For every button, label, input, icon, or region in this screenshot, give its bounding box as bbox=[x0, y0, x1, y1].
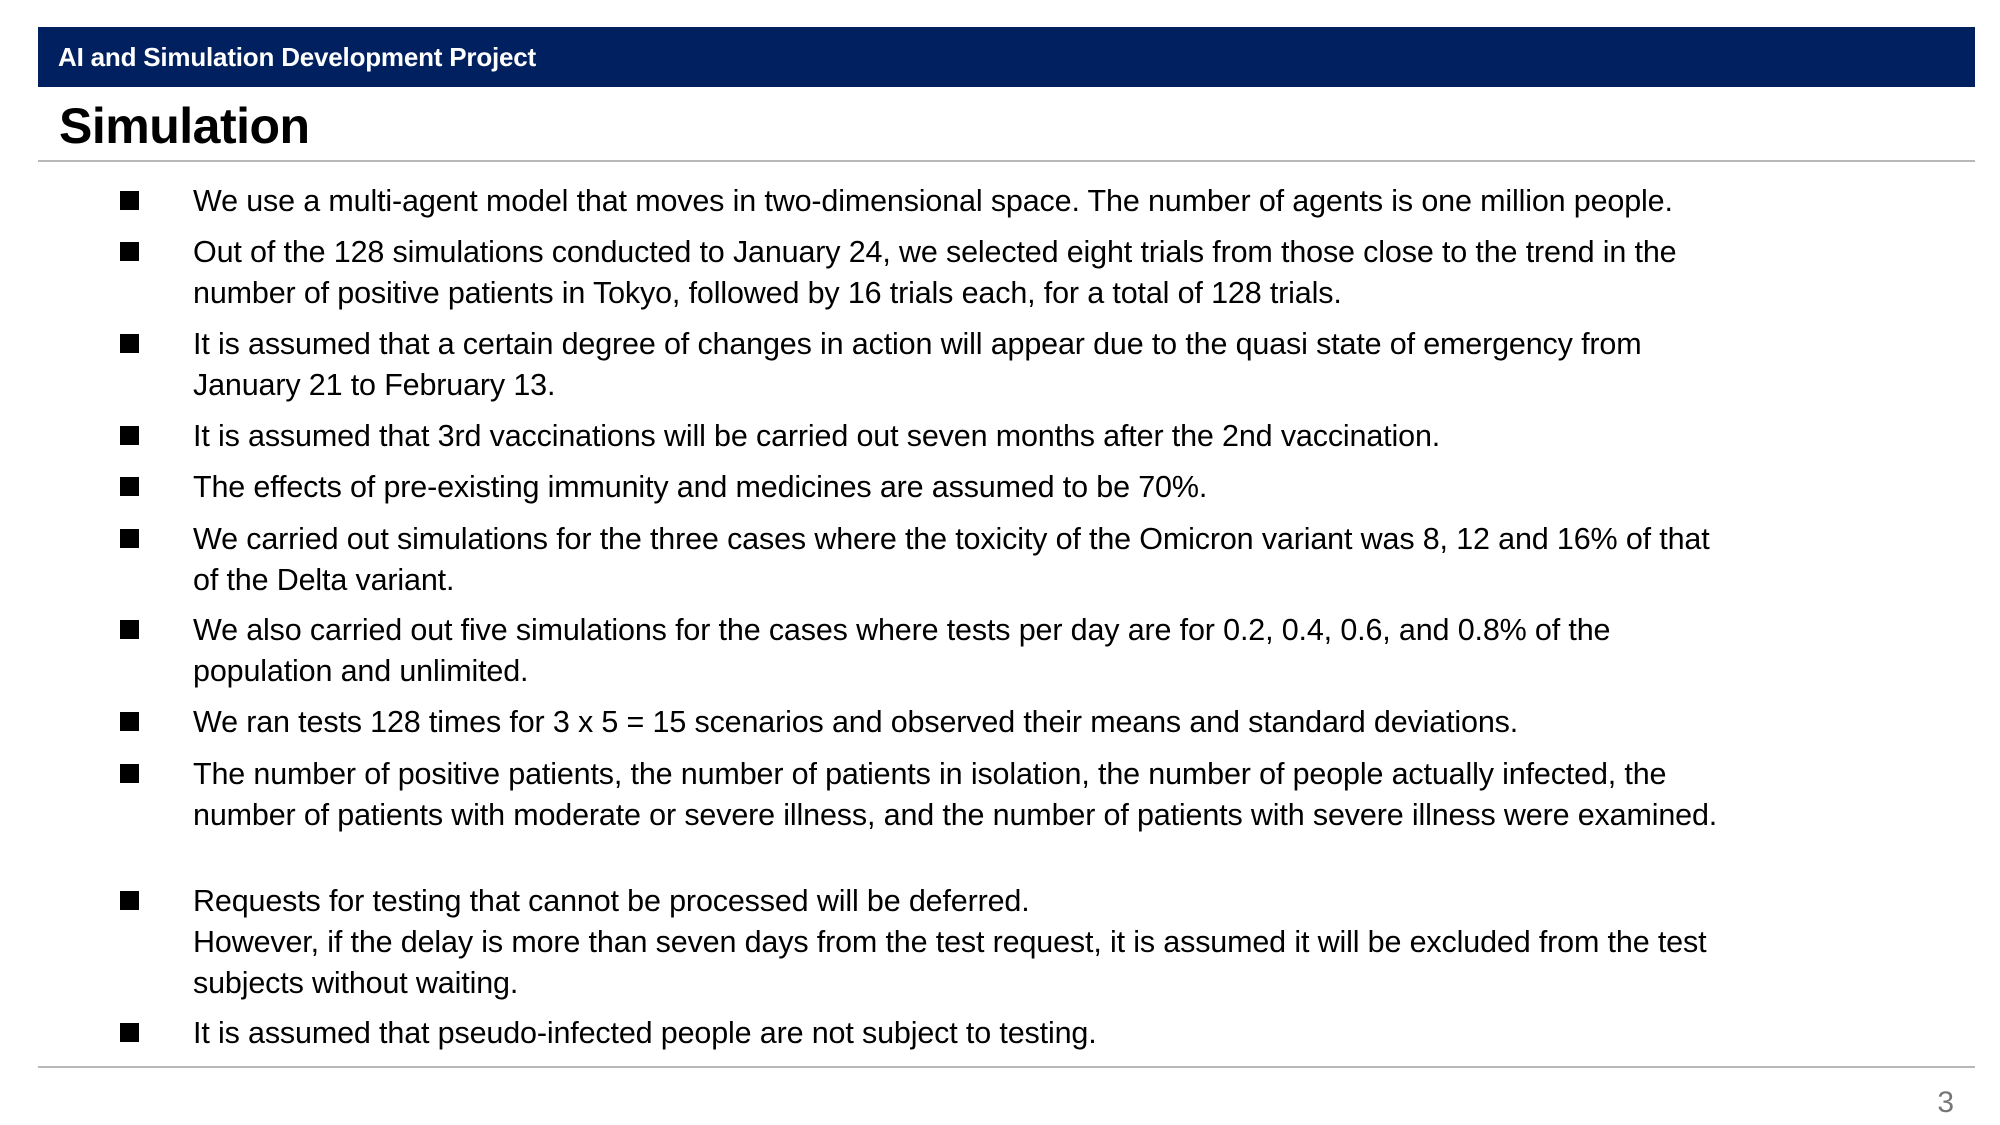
footer-divider bbox=[38, 1066, 1975, 1068]
bullet-line: subjects without waiting. bbox=[193, 966, 519, 1000]
bullet-text bbox=[193, 881, 1893, 1004]
square-bullet-icon bbox=[120, 426, 139, 445]
bullet-text bbox=[193, 702, 1893, 743]
square-bullet-icon bbox=[120, 620, 139, 639]
bullet-text bbox=[193, 610, 1893, 692]
bullet-line: population and unlimited. bbox=[193, 654, 529, 688]
bullet-line: It is assumed that 3rd vaccinations will be carried out seven months after the 2nd vaccination. bbox=[193, 419, 1441, 453]
square-bullet-icon bbox=[120, 529, 139, 548]
bullet-text bbox=[193, 754, 1893, 836]
bullet-text bbox=[193, 1013, 1893, 1054]
bullet-line: of the Delta variant. bbox=[193, 563, 455, 597]
bullet-line: Out of the 128 simulations conducted to January 24, we selected eight trials from those close to the trend in the bbox=[193, 235, 1677, 269]
bullet-line: However, if the delay is more than seven days from the test request, it is assumed it will be excluded from the test bbox=[193, 925, 1707, 959]
bullet-text bbox=[193, 416, 1893, 457]
square-bullet-icon bbox=[120, 334, 139, 353]
bullet-line: We ran tests 128 times for 3 x 5 = 15 scenarios and observed their means and standard deviations. bbox=[193, 705, 1519, 739]
bullet-line: Requests for testing that cannot be processed will be deferred. bbox=[193, 884, 1030, 918]
page-title: Simulation bbox=[59, 98, 310, 154]
bullet-line: The number of positive patients, the number of patients in isolation, the number of people actually infected, the bbox=[193, 757, 1667, 791]
bullet-line: We carried out simulations for the three cases where the toxicity of the Omicron variant was 8, 12 and 16% of that bbox=[193, 522, 1710, 556]
bullet-line: It is assumed that a certain degree of changes in action will appear due to the quasi state of emergency from bbox=[193, 327, 1642, 361]
square-bullet-icon bbox=[120, 191, 139, 210]
square-bullet-icon bbox=[120, 712, 139, 731]
bullet-line: We use a multi-agent model that moves in two-dimensional space. The number of agents is one million people. bbox=[193, 184, 1673, 218]
bullet-line: It is assumed that pseudo-infected people are not subject to testing. bbox=[193, 1016, 1097, 1050]
header-bar bbox=[38, 27, 1975, 87]
bullet-line: number of positive patients in Tokyo, followed by 16 trials each, for a total of 128 trials. bbox=[193, 276, 1342, 310]
square-bullet-icon bbox=[120, 764, 139, 783]
bullet-line: number of patients with moderate or severe illness, and the number of patients with severe illness were examined. bbox=[193, 798, 1718, 832]
bullet-line: We also carried out five simulations for the cases where tests per day are for 0.2, 0.4, 0.6, and 0.8% of the bbox=[193, 613, 1611, 647]
bullet-line: January 21 to February 13. bbox=[193, 368, 556, 402]
bullet-text bbox=[193, 519, 1893, 601]
title-divider bbox=[38, 160, 1975, 162]
bullet-text bbox=[193, 181, 1893, 222]
square-bullet-icon bbox=[120, 1023, 139, 1042]
bullet-line: The effects of pre-existing immunity and medicines are assumed to be 70%. bbox=[193, 470, 1208, 504]
bullet-text bbox=[193, 324, 1893, 406]
square-bullet-icon bbox=[120, 242, 139, 261]
square-bullet-icon bbox=[120, 891, 139, 910]
page-number: 3 bbox=[1937, 1086, 1954, 1119]
project-title: AI and Simulation Development Project bbox=[58, 41, 537, 72]
square-bullet-icon bbox=[120, 477, 139, 496]
bullet-text bbox=[193, 467, 1893, 508]
bullet-text bbox=[193, 232, 1893, 314]
